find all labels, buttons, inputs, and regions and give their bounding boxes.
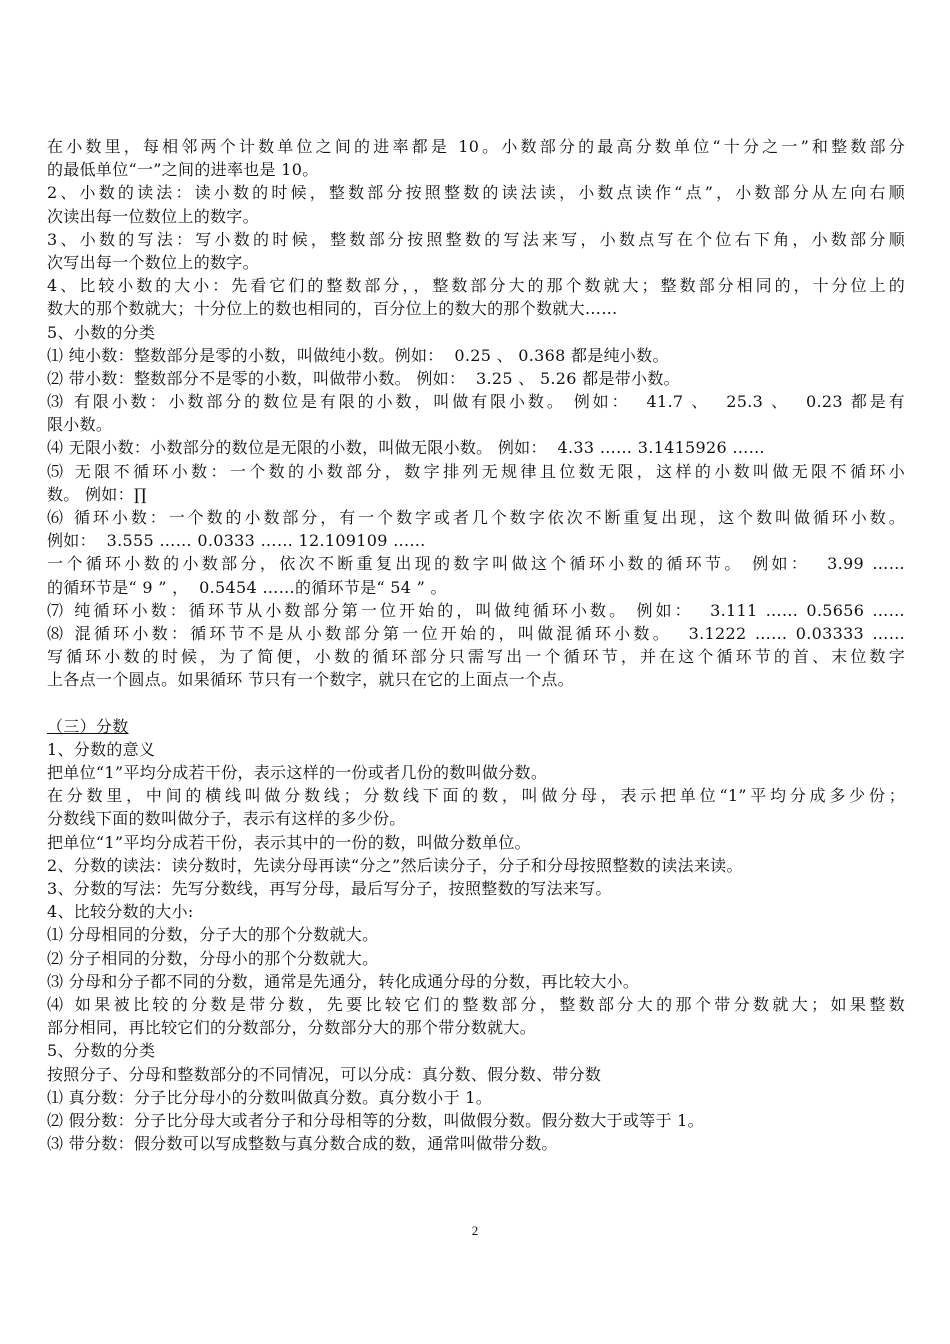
text-line: 5、小数的分类	[47, 322, 156, 342]
text-line: ⑺ 纯循环小数：循环节从小数部分第一位开始的，叫做纯循环小数。 例如： 3.111 …… 0.5656 ……	[47, 600, 905, 620]
text-line: 把单位“1”平均分成若干份，表示其中的一份的数，叫做分数单位。	[47, 832, 531, 852]
text-line: 4、比较分数的大小:	[47, 902, 194, 922]
text-line: 按照分子、分母和整数部分的不同情况，可以分成：真分数、假分数、带分数	[47, 1064, 602, 1084]
text-line: 写循环小数的时候，为了简便，小数的循环部分只需写出一个循环节，并在这个循环节的首、末位数字	[47, 647, 905, 667]
text-line: 限小数。	[47, 415, 113, 435]
text-line: ⑴ 真分数：分子比分母小的分数叫做真分数。真分数小于 1。	[47, 1087, 493, 1107]
text-line: ⑴ 分母相同的分数，分子大的那个分数就大。	[47, 925, 379, 945]
text-line: 3、小数的写法：写小数的时候，整数部分按照整数的写法来写，小数点写在个位右下角，小数部分顺	[47, 229, 905, 249]
blank-line	[47, 692, 905, 715]
text-line: ⑵ 假分数：分子比分母大或者分子和分母相等的分数，叫做假分数。假分数大于或等于 1。	[47, 1110, 704, 1130]
text-line: 1、分数的意义	[47, 739, 156, 759]
text-line: ⑷ 无限小数：小数部分的数位是无限的小数，叫做无限小数。 例如： 4.33 …… 3.1415926 ……	[47, 438, 765, 458]
text-line: 例如： 3.555 …… 0.0333 …… 12.109109 ……	[47, 531, 426, 551]
section-heading	[47, 715, 905, 738]
text-line: ⑵ 带小数：整数部分不是零的小数，叫做带小数。 例如： 3.25 、 5.26 都是带小数。	[47, 368, 680, 388]
text-line: 部分相同，再比较它们的分数部分，分数部分大的那个带分数就大。	[47, 1018, 537, 1038]
page-number: 2	[471, 1223, 479, 1238]
text-line: 2、分数的读法：读分数时，先读分母再读“分之”然后读分子，分子和分母按照整数的读法来读。	[47, 855, 743, 875]
section-heading-text: （三）分数	[47, 716, 129, 736]
text-line: 2、小数的读法：读小数的时候，整数部分按照整数的读法读，小数点读作“点”，小数部分从左向右顺	[47, 183, 905, 203]
text-line: ⑷ 如果被比较的分数是带分数，先要比较它们的整数部分，整数部分大的那个带分数就大；如果整数	[47, 994, 905, 1014]
text-line: ⑻ 混循环小数：循环节不是从小数部分第一位开始的，叫做混循环小数。 3.1222 …… 0.03333 ……	[47, 623, 905, 643]
text-line: 次读出每一位数位上的数字。	[47, 206, 259, 226]
text-line: 5、分数的分类	[47, 1041, 156, 1061]
text-line: ⑴ 纯小数：整数部分是零的小数，叫做纯小数。例如： 0.25 、 0.368 都是纯小数。	[47, 345, 669, 365]
text-line: ⑹ 循环小数：一个数的小数部分，有一个数字或者几个数字依次不断重复出现，这个数叫做循环小数。	[47, 508, 905, 527]
text-line: 分数线下面的数叫做分子，表示有这样的多少份。	[47, 809, 406, 829]
text-line: ⑶ 有限小数：小数部分的数位是有限的小数，叫做有限小数。 例如： 41.7 、 25.3 、 0.23 都是有	[47, 392, 905, 412]
text-line: 3、分数的写法：先写分数线，再写分母，最后写分子，按照整数的写法来写。	[47, 879, 612, 898]
document-body	[47, 135, 905, 1155]
text-line: ⑶ 分母和分子都不同的分数，通常是先通分，转化成通分母的分数，再比较大小。	[47, 971, 640, 991]
text-line: ⑸ 无限不循环小数：一个数的小数部分，数字排列无规律且位数无限，这样的小数叫做无限不循环小	[47, 461, 905, 481]
text-line: 的最低单位“一”之间的进率也是 10。	[47, 160, 319, 180]
text-line: 一个循环小数的小数部分，依次不断重复出现的数字叫做这个循环小数的循环节。 例如： 3.99 ……	[47, 554, 905, 574]
text-line: 次写出每一个数位上的数字。	[47, 252, 259, 272]
text-line: 数。 例如：∏	[47, 484, 147, 504]
text-line: 的循环节是“ 9 ” ， 0.5454 ……的循环节是“ 54 ” 。	[47, 577, 447, 597]
text-line: 把单位“1”平均分成若干份，表示这样的一份或者几份的数叫做分数。	[47, 763, 548, 783]
text-line: 在小数里，每相邻两个计数单位之间的进率都是 10。小数部分的最高分数单位“十分之一”和整数部分	[47, 137, 905, 156]
text-line: 4、比较小数的大小：先看它们的整数部分，，整数部分大的那个数就大；整数部分相同的，十分位上的	[47, 276, 905, 296]
text-line: ⑵ 分子相同的分数，分母小的那个分数就大。	[47, 948, 379, 968]
text-line: ⑶ 带分数：假分数可以写成整数与真分数合成的数，通常叫做带分数。	[47, 1134, 558, 1154]
text-line: 在分数里，中间的横线叫做分数线；分数线下面的数，叫做分母，表示把单位“1”平均分成多少份；	[47, 786, 905, 806]
text-line: 数大的那个数就大；十分位上的数也相同的，百分位上的数大的那个数就大……	[47, 299, 618, 319]
text-line: 上各点一个圆点。如果循环 节只有一个数字，就只在它的上面点一个点。	[47, 670, 574, 690]
